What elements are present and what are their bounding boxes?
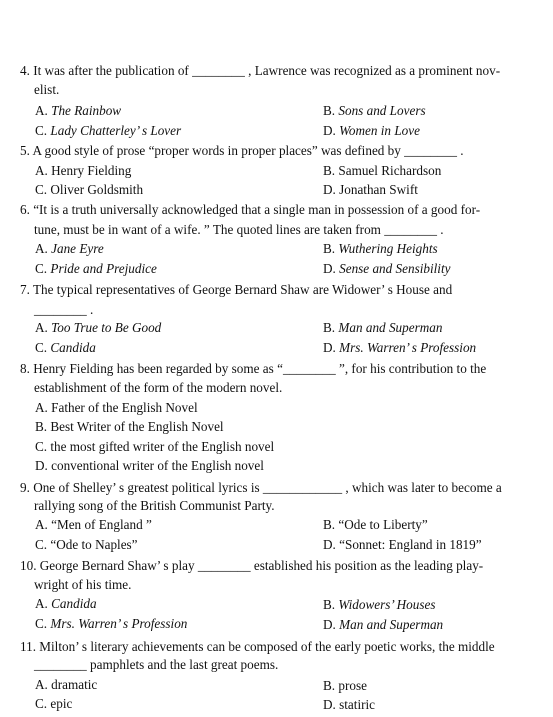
option-text: Jonathan Swift <box>339 182 418 197</box>
option-d[interactable] <box>323 340 476 356</box>
option-text: Samuel Richardson <box>338 163 442 178</box>
option-text: the most gifted writer of the English novel <box>50 439 275 454</box>
question-stem-continued: establishment of the form of the modern novel. <box>34 380 283 395</box>
option-label: B. <box>35 419 48 434</box>
option-text: Pride and Prejudice <box>50 261 157 276</box>
option-text: Candida <box>51 596 97 611</box>
option-text: Jane Eyre <box>51 241 104 256</box>
option-b[interactable] <box>323 678 367 694</box>
option-label: C. <box>35 537 48 552</box>
option-a[interactable] <box>35 596 97 612</box>
option-text: Man and Superman <box>339 617 444 632</box>
option-text: Sense and Sensibility <box>339 261 451 276</box>
option-a[interactable] <box>35 103 121 119</box>
option-b[interactable] <box>323 320 442 336</box>
option-label: D. <box>323 340 336 355</box>
option-label: D. <box>323 617 336 632</box>
option-label: C. <box>35 439 48 454</box>
option-label: A. <box>35 677 48 692</box>
question-stem-continued: rallying song of the British Communist Party. <box>34 498 275 513</box>
option-label: B. <box>323 103 336 118</box>
option-c[interactable] <box>35 261 157 277</box>
option-text: Too True to Be Good <box>51 320 162 335</box>
option-a[interactable] <box>35 677 97 693</box>
option-label: B. <box>323 320 336 335</box>
option-text: “Sonnet: England in 1819” <box>339 537 482 552</box>
option-b[interactable] <box>323 241 438 257</box>
option-label: A. <box>35 320 48 335</box>
option-label: C. <box>35 340 48 355</box>
option-label: B. <box>323 163 336 178</box>
option-d[interactable] <box>323 697 375 713</box>
option-label: B. <box>323 597 336 612</box>
question-stem: 11. Milton’ s literary achievements can be composed of the early poetic works, the middle <box>20 639 495 654</box>
option-label: C. <box>35 616 48 631</box>
option-text: Man and Superman <box>338 320 443 335</box>
question-stem: 9. One of Shelley’ s greatest political lyrics is ____________ , which was later to become a <box>20 480 502 495</box>
option-label: D. <box>323 537 336 552</box>
question-stem-continued: ________ . <box>34 302 94 317</box>
option-a[interactable] <box>35 163 131 179</box>
question-stem: 8. Henry Fielding has been regarded by some as “________ ”, for his contribution to the <box>20 361 487 376</box>
option-text: statiric <box>339 697 376 712</box>
option-label: B. <box>323 678 336 693</box>
question-stem: 6. “It is a truth universally acknowledged that a single man in possession of a good for- <box>20 202 481 217</box>
option-c[interactable] <box>35 616 187 632</box>
option-b[interactable] <box>323 597 435 613</box>
question-stem: 10. George Bernard Shaw’ s play ________ established his position as the leading play- <box>20 558 484 573</box>
question-stem: 4. It was after the publication of ________ , Lawrence was recognized as a prominent nov- <box>20 63 501 78</box>
option-label: A. <box>35 163 48 178</box>
question-stem-continued: wright of his time. <box>34 577 132 592</box>
option-text: Father of the English Novel <box>51 400 198 415</box>
option-text: “Men of England ” <box>51 517 152 532</box>
option-text: Wuthering Heights <box>338 241 438 256</box>
option-text: Widowers’ Houses <box>338 597 436 612</box>
option-d[interactable] <box>323 261 450 277</box>
option-label: B. <box>323 517 336 532</box>
option-text: Oliver Goldsmith <box>50 182 144 197</box>
option-d[interactable] <box>323 617 443 633</box>
option-label: C. <box>35 123 48 138</box>
option-label: B. <box>323 241 336 256</box>
option-label: D. <box>35 458 48 473</box>
option-b[interactable] <box>323 163 441 179</box>
option-c[interactable] <box>35 537 138 553</box>
option-d[interactable] <box>323 182 418 198</box>
option-text: Mrs. Warren’ s Profession <box>50 616 188 631</box>
option-label: D. <box>323 123 336 138</box>
option-text: prose <box>338 678 367 693</box>
option-a[interactable] <box>35 241 104 257</box>
option-label: D. <box>323 182 336 197</box>
option-label: A. <box>35 400 48 415</box>
option-text: Women in Love <box>339 123 420 138</box>
option-text: Mrs. Warren’ s Profession <box>339 340 477 355</box>
option-c[interactable] <box>35 340 96 356</box>
option-text: Henry Fielding <box>51 163 132 178</box>
option-text: Candida <box>50 340 96 355</box>
option-label: D. <box>323 697 336 712</box>
option-label: A. <box>35 596 48 611</box>
option-label: C. <box>35 696 48 711</box>
option-label: C. <box>35 182 48 197</box>
option-label: A. <box>35 517 48 532</box>
question-stem-continued: elist. <box>34 82 60 97</box>
question-stem: 7. The typical representatives of George Bernard Shaw are Widower’ s House and <box>20 282 453 297</box>
option-d[interactable] <box>35 458 264 474</box>
option-b[interactable] <box>323 517 428 533</box>
question-stem-continued: tune, must be in want of a wife. ” The quoted lines are taken from ________ . <box>34 222 444 237</box>
option-text: Sons and Lovers <box>338 103 426 118</box>
option-d[interactable] <box>323 123 420 139</box>
question-stem-continued: ________ pamphlets and the last great poems. <box>34 657 279 672</box>
option-text: dramatic <box>51 677 98 692</box>
option-c[interactable] <box>35 696 72 712</box>
option-text: “Ode to Liberty” <box>338 517 428 532</box>
option-d[interactable] <box>323 537 482 553</box>
option-label: A. <box>35 241 48 256</box>
option-label: C. <box>35 261 48 276</box>
option-label: D. <box>323 261 336 276</box>
option-a[interactable] <box>35 517 152 533</box>
option-text: Lady Chatterley’ s Lover <box>50 123 182 138</box>
option-a[interactable] <box>35 320 161 336</box>
option-label: A. <box>35 103 48 118</box>
option-b[interactable] <box>35 419 224 435</box>
option-text: conventional writer of the English novel <box>51 458 264 473</box>
option-text: The Rainbow <box>51 103 122 118</box>
option-c[interactable] <box>35 123 181 139</box>
option-text: “Ode to Naples” <box>50 537 138 552</box>
option-c[interactable] <box>35 439 274 455</box>
question-stem: 5. A good style of prose “proper words in proper places” was defined by ________ . <box>20 143 464 158</box>
option-text: epic <box>50 696 73 711</box>
option-b[interactable] <box>323 103 426 119</box>
option-a[interactable] <box>35 400 198 416</box>
option-text: Best Writer of the English Novel <box>50 419 224 434</box>
option-c[interactable] <box>35 182 143 198</box>
